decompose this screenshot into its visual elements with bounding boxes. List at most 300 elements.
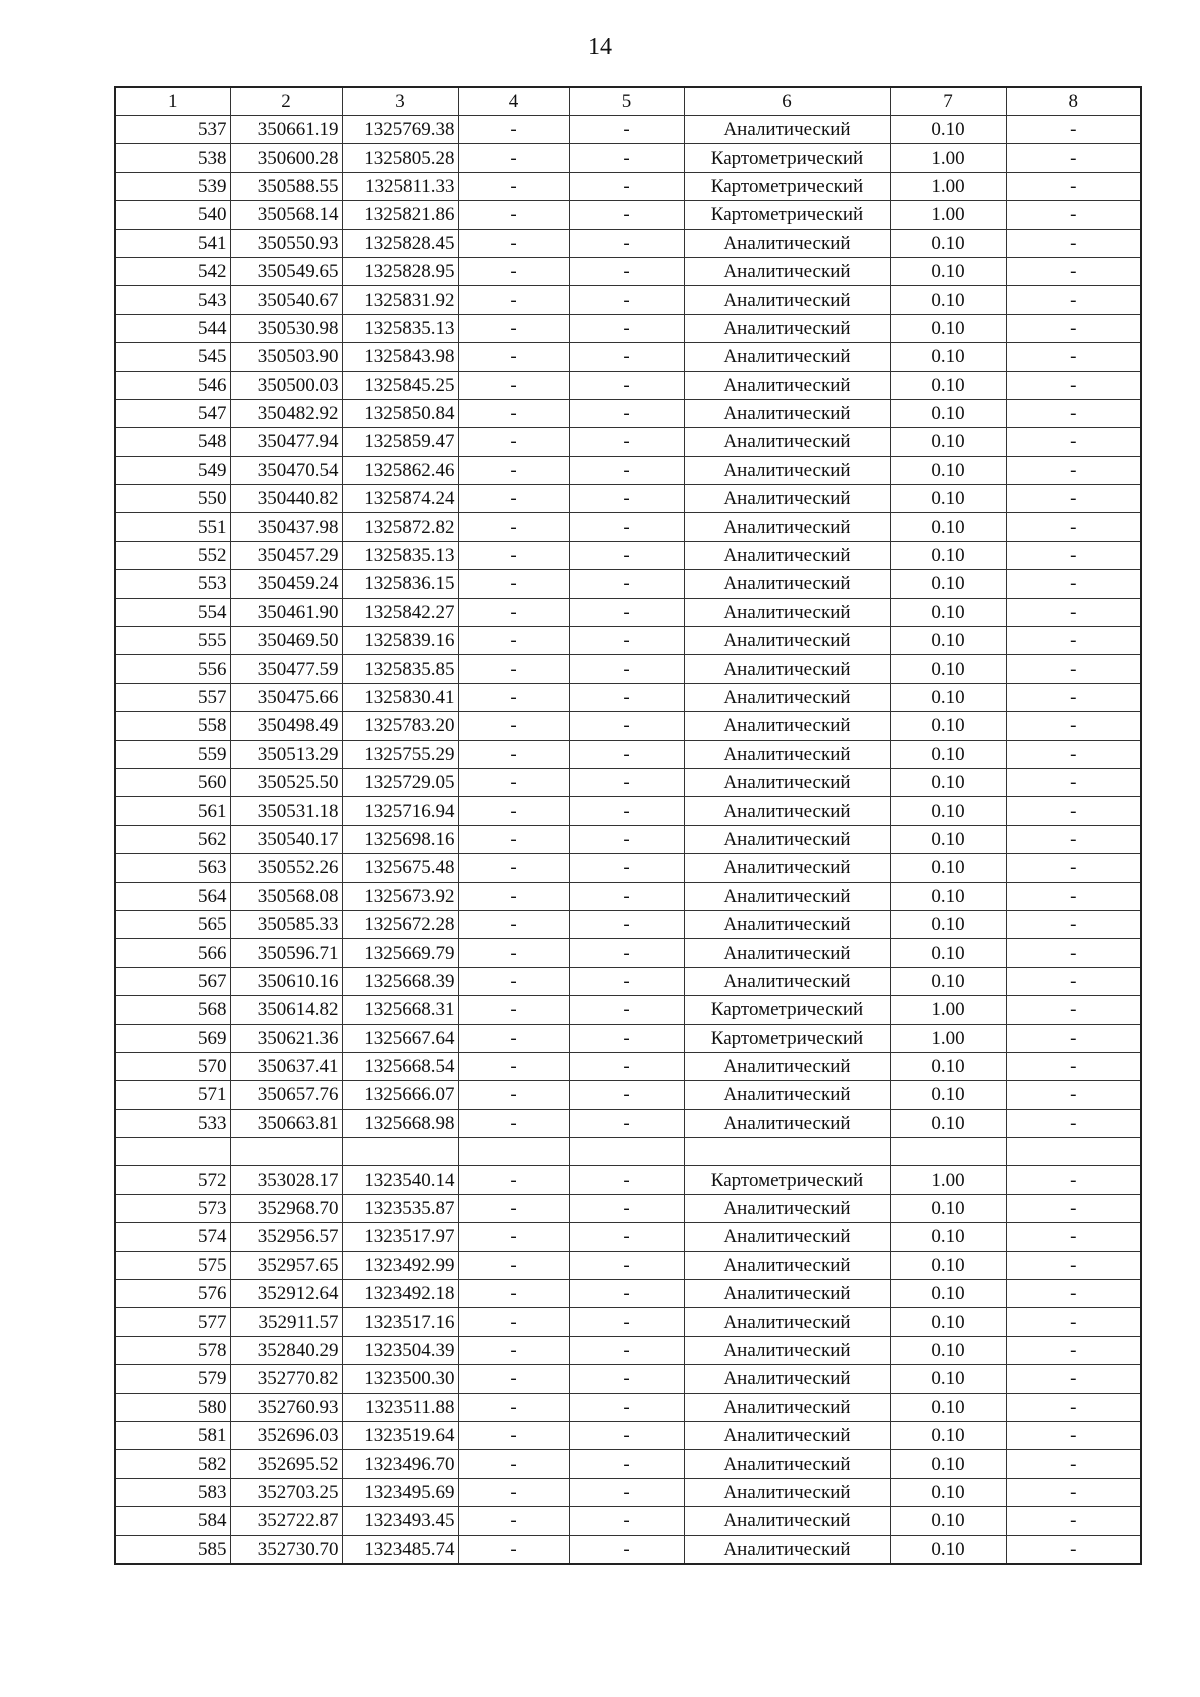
col5-cell: - [569, 1365, 684, 1393]
table-row [115, 655, 1141, 683]
page-number: 14 [588, 34, 612, 60]
col4-cell: - [458, 683, 569, 711]
method-cell: Аналитический [684, 910, 890, 938]
table-row [115, 286, 1141, 314]
col8-cell: - [1006, 768, 1141, 796]
point-number-cell: 583 [115, 1478, 230, 1506]
y-coordinate-cell: 1325805.28 [342, 144, 458, 172]
accuracy-cell: 0.10 [890, 1251, 1006, 1279]
method-cell: Картометрический [684, 1166, 890, 1194]
accuracy-cell: 0.10 [890, 1450, 1006, 1478]
y-coordinate-cell: 1325828.45 [342, 229, 458, 257]
col4-cell: - [458, 797, 569, 825]
point-number-cell: 570 [115, 1052, 230, 1080]
col4-cell: - [458, 513, 569, 541]
accuracy-cell: 0.10 [890, 825, 1006, 853]
col4-cell: - [458, 286, 569, 314]
point-number-cell: 568 [115, 996, 230, 1024]
point-number-cell: 541 [115, 229, 230, 257]
table-row [115, 683, 1141, 711]
col5-cell: - [569, 882, 684, 910]
col5-cell: - [569, 456, 684, 484]
x-coordinate-cell: 350500.03 [230, 371, 342, 399]
table-row [115, 882, 1141, 910]
col8-cell: - [1006, 513, 1141, 541]
point-number-cell: 551 [115, 513, 230, 541]
x-coordinate-cell: 350440.82 [230, 485, 342, 513]
header-cell: 4 [458, 87, 569, 116]
col8-cell: - [1006, 996, 1141, 1024]
col4-cell: - [458, 257, 569, 285]
table-row [115, 627, 1141, 655]
col5-cell: - [569, 825, 684, 853]
point-number-cell: 571 [115, 1081, 230, 1109]
y-coordinate-cell: 1325668.54 [342, 1052, 458, 1080]
table-row [115, 371, 1141, 399]
y-coordinate-cell: 1323517.97 [342, 1223, 458, 1251]
col8-cell: - [1006, 314, 1141, 342]
point-number-cell: 546 [115, 371, 230, 399]
x-coordinate-cell: 350610.16 [230, 967, 342, 995]
col5-cell: - [569, 740, 684, 768]
accuracy-cell: 0.10 [890, 343, 1006, 371]
method-cell: Аналитический [684, 541, 890, 569]
table-row [115, 996, 1141, 1024]
point-number-cell: 538 [115, 144, 230, 172]
col8-cell: - [1006, 1308, 1141, 1336]
point-number-cell: 554 [115, 598, 230, 626]
point-number-cell: 562 [115, 825, 230, 853]
col5-cell: - [569, 939, 684, 967]
x-coordinate-cell: 350585.33 [230, 910, 342, 938]
point-number-cell: 565 [115, 910, 230, 938]
x-coordinate-cell: 350477.94 [230, 428, 342, 456]
col4-cell: - [458, 229, 569, 257]
col4-cell: - [458, 371, 569, 399]
y-coordinate-cell: 1323519.64 [342, 1421, 458, 1449]
point-number-cell: 543 [115, 286, 230, 314]
accuracy-cell: 0.10 [890, 939, 1006, 967]
point-number-cell: 544 [115, 314, 230, 342]
method-cell: Аналитический [684, 825, 890, 853]
col8-cell: - [1006, 1450, 1141, 1478]
x-coordinate-cell: 352730.70 [230, 1535, 342, 1564]
point-number-cell [115, 1138, 230, 1166]
y-coordinate-cell: 1325874.24 [342, 485, 458, 513]
col5-cell: - [569, 1109, 684, 1137]
accuracy-cell: 0.10 [890, 1308, 1006, 1336]
table-row [115, 1336, 1141, 1364]
col8-cell: - [1006, 1507, 1141, 1535]
x-coordinate-cell: 350550.93 [230, 229, 342, 257]
table-row [115, 1052, 1141, 1080]
y-coordinate-cell: 1325672.28 [342, 910, 458, 938]
x-coordinate-cell: 350475.66 [230, 683, 342, 711]
y-coordinate-cell: 1325831.92 [342, 286, 458, 314]
point-number-cell: 573 [115, 1194, 230, 1222]
accuracy-cell: 0.10 [890, 541, 1006, 569]
col4-cell: - [458, 1280, 569, 1308]
x-coordinate-cell: 350531.18 [230, 797, 342, 825]
col5-cell: - [569, 1507, 684, 1535]
y-coordinate-cell: 1323500.30 [342, 1365, 458, 1393]
table-row [115, 513, 1141, 541]
col4-cell: - [458, 1421, 569, 1449]
col4-cell: - [458, 1507, 569, 1535]
method-cell: Аналитический [684, 655, 890, 683]
col4-cell [458, 1138, 569, 1166]
accuracy-cell: 0.10 [890, 1393, 1006, 1421]
y-coordinate-cell: 1323540.14 [342, 1166, 458, 1194]
method-cell: Аналитический [684, 343, 890, 371]
col4-cell: - [458, 172, 569, 200]
method-cell: Аналитический [684, 1081, 890, 1109]
col4-cell: - [458, 598, 569, 626]
y-coordinate-cell: 1325755.29 [342, 740, 458, 768]
col4-cell: - [458, 1024, 569, 1052]
x-coordinate-cell: 352840.29 [230, 1336, 342, 1364]
col8-cell: - [1006, 967, 1141, 995]
header-cell: 2 [230, 87, 342, 116]
x-coordinate-cell: 350600.28 [230, 144, 342, 172]
x-coordinate-cell: 350469.50 [230, 627, 342, 655]
accuracy-cell: 0.10 [890, 286, 1006, 314]
col5-cell: - [569, 1081, 684, 1109]
col5-cell: - [569, 286, 684, 314]
accuracy-cell: 0.10 [890, 1109, 1006, 1137]
x-coordinate-cell: 352912.64 [230, 1280, 342, 1308]
col8-cell: - [1006, 456, 1141, 484]
table-row [115, 485, 1141, 513]
col8-cell: - [1006, 541, 1141, 569]
x-coordinate-cell: 350498.49 [230, 712, 342, 740]
accuracy-cell: 0.10 [890, 229, 1006, 257]
col5-cell: - [569, 1535, 684, 1564]
col8-cell: - [1006, 1081, 1141, 1109]
table-row [115, 740, 1141, 768]
accuracy-cell: 0.10 [890, 1421, 1006, 1449]
col5-cell: - [569, 1194, 684, 1222]
method-cell: Аналитический [684, 456, 890, 484]
point-number-cell: 550 [115, 485, 230, 513]
col8-cell: - [1006, 570, 1141, 598]
x-coordinate-cell: 352957.65 [230, 1251, 342, 1279]
table-row [115, 116, 1141, 144]
col5-cell: - [569, 1251, 684, 1279]
x-coordinate-cell: 350549.65 [230, 257, 342, 285]
method-cell: Аналитический [684, 570, 890, 598]
col5-cell: - [569, 201, 684, 229]
x-coordinate-cell: 350457.29 [230, 541, 342, 569]
table-row [115, 201, 1141, 229]
col5-cell: - [569, 1421, 684, 1449]
accuracy-cell: 1.00 [890, 996, 1006, 1024]
point-number-cell: 555 [115, 627, 230, 655]
col8-cell: - [1006, 286, 1141, 314]
point-number-cell: 553 [115, 570, 230, 598]
point-number-cell: 540 [115, 201, 230, 229]
point-number-cell: 556 [115, 655, 230, 683]
col8-cell: - [1006, 1365, 1141, 1393]
col8-cell: - [1006, 371, 1141, 399]
accuracy-cell: 0.10 [890, 513, 1006, 541]
col5-cell: - [569, 996, 684, 1024]
table-row [115, 1024, 1141, 1052]
method-cell: Аналитический [684, 797, 890, 825]
col4-cell: - [458, 1109, 569, 1137]
method-cell: Аналитический [684, 1507, 890, 1535]
x-coordinate-cell [230, 1138, 342, 1166]
col4-cell: - [458, 1251, 569, 1279]
accuracy-cell: 0.10 [890, 371, 1006, 399]
accuracy-cell: 1.00 [890, 1024, 1006, 1052]
col5-cell: - [569, 854, 684, 882]
accuracy-cell: 0.10 [890, 485, 1006, 513]
accuracy-cell: 0.10 [890, 314, 1006, 342]
table-row [115, 967, 1141, 995]
table-row [115, 1251, 1141, 1279]
col4-cell: - [458, 882, 569, 910]
col5-cell: - [569, 343, 684, 371]
x-coordinate-cell: 350540.17 [230, 825, 342, 853]
method-cell: Картометрический [684, 172, 890, 200]
col5-cell: - [569, 910, 684, 938]
x-coordinate-cell: 350596.71 [230, 939, 342, 967]
y-coordinate-cell: 1325828.95 [342, 257, 458, 285]
method-cell: Аналитический [684, 1336, 890, 1364]
y-coordinate-cell: 1325843.98 [342, 343, 458, 371]
accuracy-cell: 1.00 [890, 144, 1006, 172]
accuracy-cell: 0.10 [890, 683, 1006, 711]
col4-cell: - [458, 939, 569, 967]
col4-cell: - [458, 1166, 569, 1194]
x-coordinate-cell: 350482.92 [230, 399, 342, 427]
table-row [115, 797, 1141, 825]
col5-cell: - [569, 399, 684, 427]
point-number-cell: 548 [115, 428, 230, 456]
col8-cell: - [1006, 1393, 1141, 1421]
table-row [115, 428, 1141, 456]
col8-cell: - [1006, 116, 1141, 144]
accuracy-cell: 0.10 [890, 1223, 1006, 1251]
col4-cell: - [458, 399, 569, 427]
y-coordinate-cell: 1325673.92 [342, 882, 458, 910]
x-coordinate-cell: 352722.87 [230, 1507, 342, 1535]
table-row [115, 1223, 1141, 1251]
accuracy-cell: 1.00 [890, 172, 1006, 200]
accuracy-cell: 0.10 [890, 428, 1006, 456]
y-coordinate-cell: 1323492.18 [342, 1280, 458, 1308]
y-coordinate-cell: 1323511.88 [342, 1393, 458, 1421]
y-coordinate-cell: 1325668.31 [342, 996, 458, 1024]
method-cell: Аналитический [684, 1450, 890, 1478]
method-cell: Аналитический [684, 116, 890, 144]
point-number-cell: 557 [115, 683, 230, 711]
col4-cell: - [458, 712, 569, 740]
x-coordinate-cell: 350568.08 [230, 882, 342, 910]
col5-cell: - [569, 229, 684, 257]
accuracy-cell: 0.10 [890, 399, 1006, 427]
x-coordinate-cell: 352956.57 [230, 1223, 342, 1251]
col5-cell: - [569, 1308, 684, 1336]
y-coordinate-cell: 1325668.39 [342, 967, 458, 995]
accuracy-cell: 0.10 [890, 740, 1006, 768]
y-coordinate-cell: 1325835.13 [342, 541, 458, 569]
col5-cell: - [569, 1478, 684, 1506]
x-coordinate-cell: 350657.76 [230, 1081, 342, 1109]
table-row [115, 144, 1141, 172]
y-coordinate-cell: 1325859.47 [342, 428, 458, 456]
accuracy-cell: 0.10 [890, 1052, 1006, 1080]
method-cell: Аналитический [684, 768, 890, 796]
method-cell: Аналитический [684, 598, 890, 626]
point-number-cell: 563 [115, 854, 230, 882]
x-coordinate-cell: 350461.90 [230, 598, 342, 626]
table-row [115, 712, 1141, 740]
header-cell: 6 [684, 87, 890, 116]
accuracy-cell: 0.10 [890, 854, 1006, 882]
col8-cell: - [1006, 428, 1141, 456]
accuracy-cell: 0.10 [890, 116, 1006, 144]
method-cell: Аналитический [684, 1251, 890, 1279]
method-cell: Аналитический [684, 428, 890, 456]
col5-cell: - [569, 116, 684, 144]
method-cell: Аналитический [684, 1223, 890, 1251]
col4-cell: - [458, 343, 569, 371]
point-number-cell: 575 [115, 1251, 230, 1279]
col8-cell: - [1006, 172, 1141, 200]
col5-cell: - [569, 1052, 684, 1080]
col4-cell: - [458, 825, 569, 853]
y-coordinate-cell: 1325839.16 [342, 627, 458, 655]
method-cell: Аналитический [684, 967, 890, 995]
col8-cell: - [1006, 683, 1141, 711]
accuracy-cell: 0.10 [890, 882, 1006, 910]
y-coordinate-cell: 1325842.27 [342, 598, 458, 626]
col4-cell: - [458, 485, 569, 513]
col8-cell: - [1006, 1535, 1141, 1564]
accuracy-cell [890, 1138, 1006, 1166]
col8-cell: - [1006, 712, 1141, 740]
y-coordinate-cell: 1325667.64 [342, 1024, 458, 1052]
table-row [115, 541, 1141, 569]
col4-cell: - [458, 1194, 569, 1222]
accuracy-cell: 0.10 [890, 655, 1006, 683]
method-cell: Картометрический [684, 1024, 890, 1052]
method-cell: Аналитический [684, 1365, 890, 1393]
accuracy-cell: 0.10 [890, 627, 1006, 655]
col8-cell: - [1006, 485, 1141, 513]
method-cell [684, 1138, 890, 1166]
col4-cell: - [458, 314, 569, 342]
col5-cell: - [569, 1223, 684, 1251]
col5-cell: - [569, 797, 684, 825]
x-coordinate-cell: 350477.59 [230, 655, 342, 683]
col4-cell: - [458, 967, 569, 995]
x-coordinate-cell: 350513.29 [230, 740, 342, 768]
col5-cell: - [569, 1336, 684, 1364]
y-coordinate-cell: 1325835.13 [342, 314, 458, 342]
accuracy-cell: 0.10 [890, 1194, 1006, 1222]
point-number-cell: 584 [115, 1507, 230, 1535]
col8-cell: - [1006, 1194, 1141, 1222]
method-cell: Аналитический [684, 712, 890, 740]
method-cell: Аналитический [684, 485, 890, 513]
x-coordinate-cell: 350637.41 [230, 1052, 342, 1080]
col5-cell: - [569, 371, 684, 399]
point-number-cell: 545 [115, 343, 230, 371]
method-cell: Картометрический [684, 996, 890, 1024]
point-number-cell: 580 [115, 1393, 230, 1421]
method-cell: Аналитический [684, 399, 890, 427]
col5-cell: - [569, 967, 684, 995]
table-row [115, 1109, 1141, 1137]
col5-cell: - [569, 144, 684, 172]
table-row [115, 314, 1141, 342]
x-coordinate-cell: 352911.57 [230, 1308, 342, 1336]
accuracy-cell: 1.00 [890, 1166, 1006, 1194]
col5-cell: - [569, 314, 684, 342]
x-coordinate-cell: 350459.24 [230, 570, 342, 598]
method-cell: Аналитический [684, 1308, 890, 1336]
col8-cell: - [1006, 910, 1141, 938]
col4-cell: - [458, 627, 569, 655]
point-number-cell: 577 [115, 1308, 230, 1336]
col5-cell: - [569, 570, 684, 598]
col8-cell: - [1006, 1223, 1141, 1251]
point-number-cell: 539 [115, 172, 230, 200]
col5-cell [569, 1138, 684, 1166]
col4-cell: - [458, 910, 569, 938]
x-coordinate-cell: 350530.98 [230, 314, 342, 342]
accuracy-cell: 0.10 [890, 1336, 1006, 1364]
col5-cell: - [569, 1166, 684, 1194]
x-coordinate-cell: 350588.55 [230, 172, 342, 200]
accuracy-cell: 0.10 [890, 1081, 1006, 1109]
col4-cell: - [458, 1052, 569, 1080]
method-cell: Аналитический [684, 513, 890, 541]
col8-cell: - [1006, 1166, 1141, 1194]
table-row [115, 399, 1141, 427]
col8-cell: - [1006, 201, 1141, 229]
col8-cell: - [1006, 854, 1141, 882]
col4-cell: - [458, 428, 569, 456]
col4-cell: - [458, 1478, 569, 1506]
point-number-cell: 579 [115, 1365, 230, 1393]
table-row [115, 1393, 1141, 1421]
method-cell: Картометрический [684, 144, 890, 172]
col8-cell: - [1006, 1336, 1141, 1364]
y-coordinate-cell: 1323496.70 [342, 1450, 458, 1478]
table-row [115, 1507, 1141, 1535]
col8-cell: - [1006, 1251, 1141, 1279]
table-row [115, 598, 1141, 626]
col4-cell: - [458, 1223, 569, 1251]
col8-cell: - [1006, 598, 1141, 626]
point-number-cell: 585 [115, 1535, 230, 1564]
point-number-cell: 558 [115, 712, 230, 740]
point-number-cell: 574 [115, 1223, 230, 1251]
point-number-cell: 552 [115, 541, 230, 569]
point-number-cell: 542 [115, 257, 230, 285]
method-cell: Аналитический [684, 882, 890, 910]
method-cell: Аналитический [684, 1421, 890, 1449]
col8-cell: - [1006, 797, 1141, 825]
col5-cell: - [569, 257, 684, 285]
col5-cell: - [569, 683, 684, 711]
x-coordinate-cell: 353028.17 [230, 1166, 342, 1194]
col8-cell: - [1006, 882, 1141, 910]
